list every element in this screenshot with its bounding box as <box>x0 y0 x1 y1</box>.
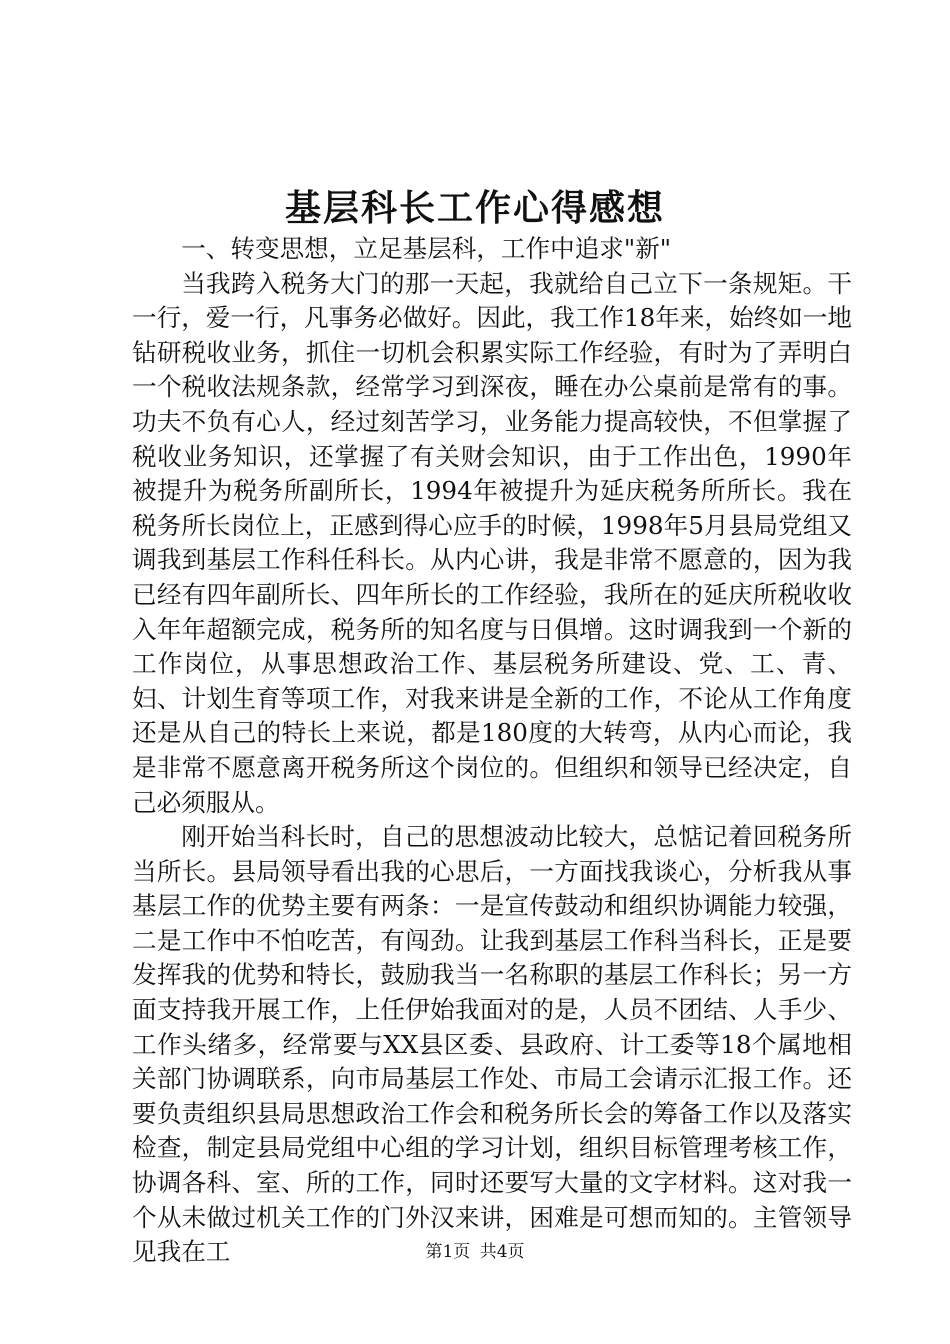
section-heading: 一、转变思想，立足基层科，工作中追求"新" <box>181 234 672 263</box>
body-paragraph: 刚开始当科长时，自己的思想波动比较大，总惦记着回税务所当所长。县局领导看出我的心思后，一方面找我谈心，分析我从事基层工作的优势主要有两条：一是宣传鼓动和组织协调能力较强，二是工作中不怕吃苦，有闯劲。让我到基层工作科当科长，正是要发挥我的优势和特长，鼓励我当一名称职的基层工作科长；另一方面支持我开展工作，上任伊始我面对的是，人员不团结、人手少、工作头绪多，经常要与XX县区委、县政府、计工委等18个属地相关部门协调联系，向市局基层工作处、市局工会请示汇报工作。还要负责组织县局思想政治工作会和税务所长会的筹备工作以及落实检查，制定县局党组中心组的学习计划，组织目标管理考核工作，协调各科、室、所的工作，同时还要写大量的文字材料。这对我一个从未做过机关工作的门外汉来讲，困难是可想而知的。主管领导见我在工 <box>132 822 852 1267</box>
page-footer <box>0 1240 950 1264</box>
body-paragraph: 当我跨入税务大门的那一天起，我就给自己立下一条规矩。干一行，爱一行，凡事务必做好。因此，我工作18年来，始终如一地钻研税收业务，抓住一切机会积累实际工作经验，有时为了弄明白一个税收法规条款，经常学习到深夜，睡在办公桌前是常有的事。功夫不负有心人，经过刻苦学习，业务能力提高较快，不但掌握了税收业务知识，还掌握了有关财会知识，由于工作出色，1990年被提升为税务所副所长，1994年被提升为延庆税务所所长。我在税务所长岗位上，正感到得心应手的时候，1998年5月县局党组又调我到基层工作科任科长。从内心讲，我是非常不愿意的，因为我已经有四年副所长、四年所长的工作经验，我所在的延庆所税收收入年年超额完成，税务所的知名度与日俱增。这时调我到一个新的工作岗位，从事思想政治工作、基层税务所建设、党、工、青、妇、计划生育等项工作，对我来讲是全新的工作，不论从工作角度还是从自己的特长上来说，都是180度的大转弯，从内心而论，我是非常不愿意离开税务所这个岗位的。但组织和领导已经决定，自己必须服从。 <box>132 268 852 817</box>
page-total: 共4页 <box>479 1242 525 1262</box>
document-title: 基层科长工作心得感想 <box>284 187 665 229</box>
document-body <box>132 232 852 1270</box>
page-number: 第1页 <box>425 1242 471 1262</box>
